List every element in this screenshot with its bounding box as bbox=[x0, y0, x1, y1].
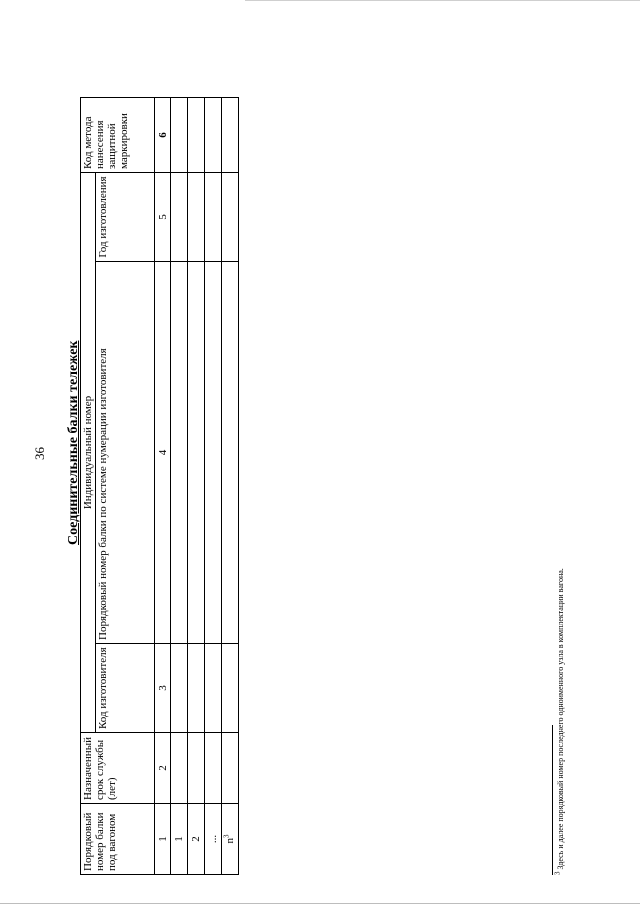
table-row bbox=[188, 98, 205, 875]
table-cell bbox=[205, 644, 222, 733]
column-number: 1 bbox=[155, 804, 171, 875]
table-cell bbox=[205, 733, 222, 804]
table-cell bbox=[222, 733, 239, 804]
table-cell bbox=[171, 733, 188, 804]
footnote-text: Здесь и далее порядковый номер последнего одноименного узла в комплектации вагона. bbox=[556, 568, 565, 870]
page-title: Соединительные балки тележек bbox=[66, 340, 81, 545]
table-cell bbox=[188, 644, 205, 733]
table-cell bbox=[222, 644, 239, 733]
header-year: Год изготовления bbox=[96, 173, 155, 262]
row-label-text: n bbox=[224, 838, 236, 844]
header-row-1 bbox=[81, 98, 96, 875]
table-cell bbox=[205, 173, 222, 262]
table-cell bbox=[205, 262, 222, 644]
header-individual-number: Индивидуальный номер bbox=[81, 173, 96, 733]
row-label: 1 bbox=[171, 804, 188, 875]
table-cell bbox=[171, 644, 188, 733]
table-cell bbox=[171, 173, 188, 262]
table-cell bbox=[188, 733, 205, 804]
row-label: 2 bbox=[188, 804, 205, 875]
column-number: 4 bbox=[155, 262, 171, 644]
header-marking-method: Код метода нанесения защитной маркировки bbox=[81, 98, 155, 173]
column-number: 5 bbox=[155, 173, 171, 262]
table-cell bbox=[188, 173, 205, 262]
table-cell bbox=[188, 262, 205, 644]
number-row bbox=[155, 98, 171, 875]
beams-table bbox=[80, 97, 239, 875]
row-label: ... bbox=[205, 804, 222, 875]
table-row bbox=[205, 98, 222, 875]
footnote-rule bbox=[552, 725, 553, 875]
footnote-ref: 3 bbox=[222, 834, 231, 838]
table-cell bbox=[222, 173, 239, 262]
column-number: 3 bbox=[155, 644, 171, 733]
table-cell bbox=[171, 98, 188, 173]
header-order-number: Порядковый номер балки под вагоном bbox=[81, 804, 155, 875]
table-cell bbox=[205, 98, 222, 173]
page-number: 36 bbox=[32, 447, 47, 460]
column-number: 6 bbox=[155, 98, 171, 173]
table-cell bbox=[222, 262, 239, 644]
row-label bbox=[222, 804, 239, 875]
table-row bbox=[222, 98, 239, 875]
header-service-life: Назначенный срок службы (лет) bbox=[81, 733, 155, 804]
column-number: 2 bbox=[155, 733, 171, 804]
header-manufacturer-code: Код изготовителя bbox=[96, 644, 155, 733]
table-row bbox=[171, 98, 188, 875]
table-cell bbox=[171, 262, 188, 644]
table-cell bbox=[222, 98, 239, 173]
header-manufacturer-number: Порядковый номер балки по системе нумерации изготовителя bbox=[96, 262, 155, 644]
footnote bbox=[553, 568, 566, 875]
table-cell bbox=[188, 98, 205, 173]
footnote-mark: 3 bbox=[553, 871, 562, 875]
